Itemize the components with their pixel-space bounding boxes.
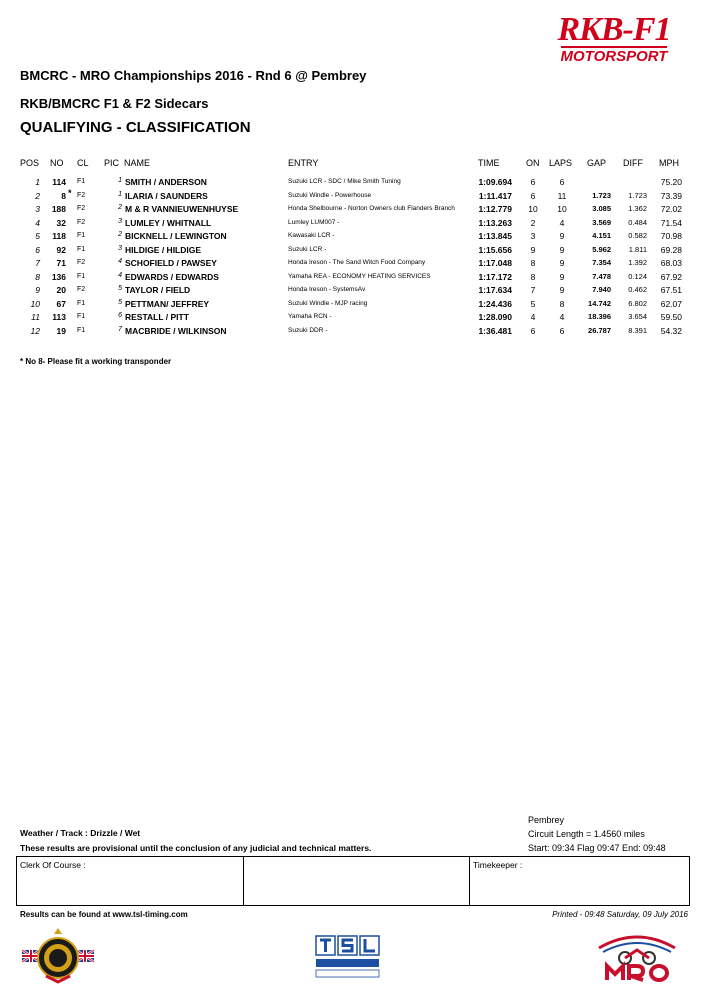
cell-no: 188 xyxy=(51,204,66,214)
cell-on: 6 xyxy=(530,190,536,201)
provisional-notice: These results are provisional until the conclusion of any judicial and technical matters. xyxy=(20,843,372,853)
cell-laps: 9 xyxy=(559,231,565,241)
cell-pic: 5 xyxy=(118,285,122,292)
cell-on: 9 xyxy=(530,244,536,255)
cell-laps: 9 xyxy=(559,271,565,282)
cell-laps: 9 xyxy=(559,285,565,295)
cell-name: TAYLOR / FIELD xyxy=(125,285,191,295)
cell-on: 3 xyxy=(530,231,536,241)
table-row xyxy=(0,312,707,326)
cell-laps: 6 xyxy=(559,177,565,187)
clerk-cell xyxy=(17,857,244,905)
tsl-subband-icon xyxy=(316,970,379,977)
transponder-note: * No 8- Please fit a working transponder xyxy=(20,357,172,366)
cell-cl: F2 xyxy=(77,286,86,293)
cell-cl: F1 xyxy=(77,313,86,320)
cell-time: 1:12.779 xyxy=(478,204,512,214)
cell-pic: 6 xyxy=(118,312,122,319)
cell-gap: 4.151 xyxy=(592,231,611,240)
cell-entry: Honda Ireson - SystemsAv xyxy=(288,286,366,293)
cell-entry: Yamaha RCN - xyxy=(288,313,332,320)
cell-entry: Suzuki Windle - Powerhouse xyxy=(288,191,372,199)
cell-pic: 2 xyxy=(118,231,122,238)
cell-laps: 8 xyxy=(559,298,565,309)
cell-pic: 4 xyxy=(118,271,122,279)
cell-entry: Honda Ireson - The Sand Witch Food Company xyxy=(288,259,426,266)
cell-no: 113 xyxy=(52,312,66,322)
cell-cl: F1 xyxy=(77,232,86,239)
clerk-label: Clerk Of Course : xyxy=(20,860,86,870)
cell-laps: 4 xyxy=(559,217,565,228)
cell-diff: 1.723 xyxy=(628,190,647,200)
cell-diff: 0.484 xyxy=(628,217,647,227)
cell-time: 1:13.263 xyxy=(478,217,512,228)
cell-pos: 10 xyxy=(30,298,40,309)
cell-name: RESTALL / PITT xyxy=(125,312,189,322)
cell-cl: F1 xyxy=(77,272,86,280)
cell-gap: 5.962 xyxy=(592,244,611,254)
cell-on: 10 xyxy=(528,204,538,214)
col-pos: POS xyxy=(20,158,40,168)
cell-pos: 8 xyxy=(35,271,40,282)
cell-laps: 11 xyxy=(557,190,567,201)
cell-pos: 1 xyxy=(35,177,40,187)
cell-cl: F1 xyxy=(77,245,86,253)
col-diff: DIFF xyxy=(623,158,643,168)
cell-time: 1:28.090 xyxy=(478,312,512,322)
col-mph: MPH xyxy=(659,158,679,168)
cell-name: PETTMAN/ JEFFREY xyxy=(125,298,210,309)
circuit-length: Circuit Length = 1.4560 miles xyxy=(528,829,645,839)
col-time: TIME xyxy=(478,158,500,168)
cell-pos: 2 xyxy=(35,190,40,201)
cell-name: EDWARDS / EDWARDS xyxy=(125,271,219,282)
cell-no: 114 xyxy=(52,177,66,187)
british-motor-cycle-racing-club-logo xyxy=(22,926,94,984)
cell-name: HILDIGE / HILDIGE xyxy=(125,244,202,255)
cell-entry: Suzuki LCR - xyxy=(288,245,327,253)
cell-on: 6 xyxy=(530,325,536,336)
cell-star: * xyxy=(68,187,72,198)
col-laps: LAPS xyxy=(549,158,573,168)
cell-mph: 62.07 xyxy=(660,298,682,309)
table-row xyxy=(0,245,707,259)
cell-entry: Yamaha REA - ECONOMY HEATING SERVICES xyxy=(288,272,431,280)
cell-no: 20 xyxy=(56,285,66,295)
cell-mph: 73.39 xyxy=(660,190,682,201)
cell-no: 71 xyxy=(56,258,66,268)
cell-laps: 4 xyxy=(559,312,565,322)
cell-gap: 7.940 xyxy=(592,285,611,294)
table-row xyxy=(0,326,707,340)
col-entry: ENTRY xyxy=(288,158,319,168)
cell-time: 1:36.481 xyxy=(478,325,512,336)
col-no: NO xyxy=(50,158,64,168)
cell-cl: F1 xyxy=(77,178,86,185)
session-title: QUALIFYING - CLASSIFICATION xyxy=(20,119,251,136)
mro-logo xyxy=(585,926,689,984)
cell-on: 6 xyxy=(530,177,536,187)
championship-title: BMCRC - MRO Championships 2016 - Rnd 6 @ Pembrey xyxy=(20,68,367,83)
col-on: ON xyxy=(526,158,540,168)
cell-pic: 2 xyxy=(118,204,122,211)
cell-mph: 67.92 xyxy=(660,271,682,282)
cell-pic: 7 xyxy=(118,325,122,333)
printed-timestamp: Printed - 09:48 Saturday, 09 July 2016 xyxy=(552,910,688,919)
cell-laps: 9 xyxy=(559,258,565,268)
cell-gap: 26.787 xyxy=(588,325,611,335)
cell-entry: Honda Shelbourne - Norton Owners club Flanders Branch xyxy=(288,205,455,212)
cell-pic: 3 xyxy=(118,217,122,225)
cell-cl: F2 xyxy=(77,259,86,266)
cell-cl: F2 xyxy=(77,205,86,212)
cell-gap: 3.085 xyxy=(592,204,611,213)
class-title: RKB/BMCRC F1 & F2 Sidecars xyxy=(20,96,209,111)
cell-no: 92 xyxy=(56,244,66,255)
cell-pic: 3 xyxy=(118,244,122,252)
club-crest-icon xyxy=(38,928,78,982)
cell-diff: 0.124 xyxy=(628,271,647,281)
cell-mph: 71.54 xyxy=(660,217,682,228)
cell-time: 1:11.417 xyxy=(478,190,512,201)
cell-pos: 9 xyxy=(35,285,40,295)
results-url: Results can be found at www.tsl-timing.com xyxy=(20,910,188,919)
cell-gap: 7.478 xyxy=(592,271,611,281)
cell-name: SMITH / ANDERSON xyxy=(125,177,207,187)
cell-mph: 54.32 xyxy=(660,325,682,336)
cell-pic: 1 xyxy=(118,177,122,184)
tsl-band-icon xyxy=(316,959,379,967)
cell-diff: 6.802 xyxy=(628,298,647,308)
cell-diff: 1.362 xyxy=(628,204,647,213)
col-name: NAME xyxy=(124,158,151,168)
cell-time: 1:13.845 xyxy=(478,231,512,241)
cell-cl: F1 xyxy=(77,326,86,334)
cell-name: M & R VANNIEUWENHUYSE xyxy=(125,204,239,214)
table-row xyxy=(0,299,707,313)
cell-pos: 12 xyxy=(30,325,40,336)
cell-time: 1:24.436 xyxy=(478,298,512,309)
cell-pos: 3 xyxy=(35,204,40,214)
cell-pos: 4 xyxy=(35,217,40,228)
table-row xyxy=(0,187,707,205)
cell-entry: Suzuki LCR - SDC / Mike Smith Tuning xyxy=(288,178,401,185)
cell-time: 1:17.048 xyxy=(478,258,512,268)
cell-pos: 5 xyxy=(35,231,40,241)
timekeeper-label: Timekeeper : xyxy=(473,860,523,870)
cell-pos: 6 xyxy=(35,244,40,255)
cell-no: 136 xyxy=(51,271,66,282)
cell-time: 1:09.694 xyxy=(478,177,512,187)
cell-on: 4 xyxy=(530,312,536,322)
cell-laps: 9 xyxy=(559,244,565,255)
cell-pos: 7 xyxy=(35,258,40,268)
cell-mph: 70.98 xyxy=(660,231,682,241)
cell-cl: F2 xyxy=(77,191,86,199)
weather-track: Weather / Track : Drizzle / Wet xyxy=(20,828,141,838)
cell-pic: 4 xyxy=(118,258,122,265)
cell-no: 8 xyxy=(61,190,66,201)
cell-gap: 18.396 xyxy=(588,312,611,321)
cell-name: MACBRIDE / WILKINSON xyxy=(125,325,227,336)
cell-gap: 1.723 xyxy=(592,190,611,200)
cell-on: 8 xyxy=(530,271,536,282)
cell-entry: Lumley LUM007 - xyxy=(288,218,340,226)
cell-name: ILARIA / SAUNDERS xyxy=(125,190,208,201)
results-table xyxy=(0,177,707,339)
cell-gap: 3.569 xyxy=(592,217,611,227)
mro-letters-icon xyxy=(607,966,667,980)
cell-on: 7 xyxy=(530,285,536,295)
cell-time: 1:17.172 xyxy=(478,271,512,282)
cell-name: SCHOFIELD / PAWSEY xyxy=(125,258,217,268)
table-header xyxy=(0,158,707,170)
table-row xyxy=(0,204,707,218)
cell-time: 1:17.634 xyxy=(478,285,512,295)
cell-cl: F1 xyxy=(77,299,86,307)
cell-no: 67 xyxy=(56,298,66,309)
cell-mph: 59.50 xyxy=(660,312,682,322)
col-gap: GAP xyxy=(587,158,607,168)
tsl-letters-icon xyxy=(316,936,379,955)
cell-mph: 67.51 xyxy=(660,285,682,295)
cell-on: 5 xyxy=(530,298,536,309)
cell-on: 2 xyxy=(530,217,536,228)
rkb-f1-logo xyxy=(539,11,689,66)
table-row xyxy=(0,177,707,191)
cell-mph: 75.20 xyxy=(660,177,682,187)
cell-diff: 1.811 xyxy=(628,244,647,254)
table-row xyxy=(0,231,707,245)
cell-diff: 0.582 xyxy=(628,231,647,240)
cell-name: LUMLEY / WHITNALL xyxy=(125,217,212,228)
cell-gap: 14.742 xyxy=(588,298,611,308)
table-row xyxy=(0,258,707,272)
cell-cl: F2 xyxy=(77,218,86,226)
tsl-sports-timing-logo xyxy=(314,934,382,980)
cell-on: 8 xyxy=(530,258,536,268)
cell-no: 118 xyxy=(52,231,66,241)
table-row xyxy=(0,285,707,299)
cell-diff: 8.391 xyxy=(628,325,647,335)
cell-mph: 68.03 xyxy=(660,258,682,268)
col-pic: PIC xyxy=(104,158,120,168)
cell-no: 19 xyxy=(56,325,66,336)
cell-time: 1:15.656 xyxy=(478,244,512,255)
cell-mph: 72.02 xyxy=(660,204,682,214)
venue-info xyxy=(528,813,666,855)
logo-line1: RKB-F1 xyxy=(557,11,671,48)
col-cl: CL xyxy=(77,158,89,168)
cell-mph: 69.28 xyxy=(660,244,682,255)
cell-laps: 6 xyxy=(559,325,565,336)
cell-entry: Suzuki DDR - xyxy=(288,326,328,334)
table-row xyxy=(0,218,707,232)
cell-pic: 1 xyxy=(118,190,122,198)
logo-line2: MOTORSPORT xyxy=(560,48,668,65)
table-row xyxy=(0,272,707,286)
cell-gap: 7.354 xyxy=(592,258,611,267)
cell-entry: Suzuki Windle - MJP racing xyxy=(288,299,368,307)
session-times: Start: 09:34 Flag 09:47 End: 09:48 xyxy=(528,843,666,853)
cell-name: BICKNELL / LEWINGTON xyxy=(125,231,227,241)
cell-pos: 11 xyxy=(31,312,40,322)
cell-entry: Kawasaki LCR - xyxy=(288,232,335,239)
cell-laps: 10 xyxy=(557,204,567,214)
cell-diff: 0.462 xyxy=(628,285,647,294)
venue-name: Pembrey xyxy=(528,815,565,825)
cell-pic: 5 xyxy=(118,298,122,306)
signature-box xyxy=(16,856,690,906)
cell-diff: 1.392 xyxy=(628,258,647,267)
cell-diff: 3.654 xyxy=(628,312,647,321)
blank-cell xyxy=(243,857,470,905)
cell-no: 32 xyxy=(56,217,66,228)
